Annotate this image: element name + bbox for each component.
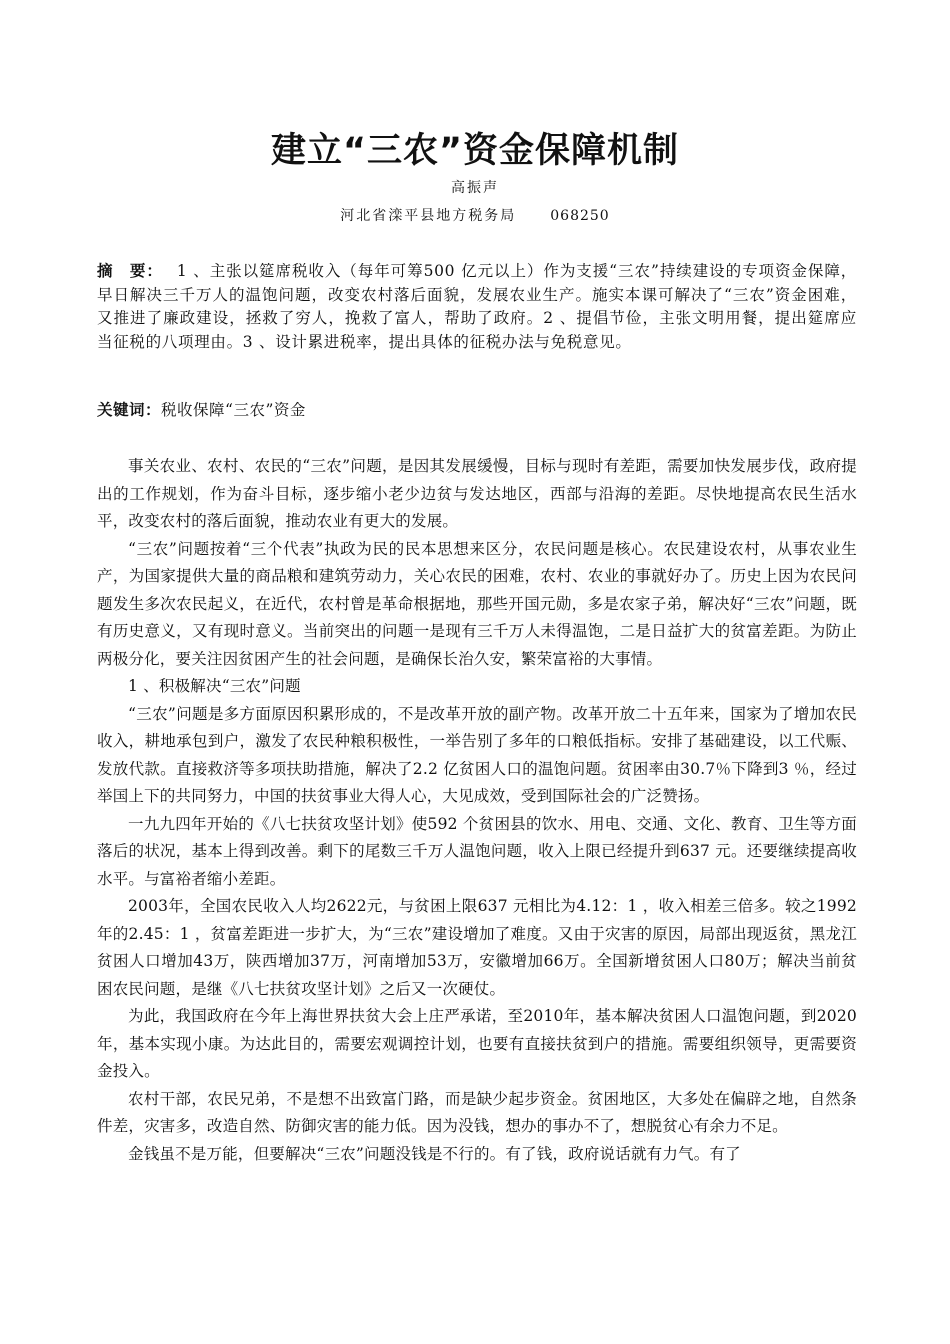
body-paragraph-3: “三农”问题是多方面原因积累形成的，不是改革开放的副产物。改革开放二十五年来，国家为了增加农民收入，耕地承包到户，激发了农民种粮积极性，一举告别了多年的口粮低指标。安排了基础建设，以工代赈、发放代款。直接救济等多项扶助措施，解决了2.2 亿贫困人口的温饱问题。贫困率由30.7％下降到3 ％，经过举国上下的共同努力，中国的扶贫事业大得人心，大见成效，受到国际社会的广泛赞扬。 bbox=[97, 704, 857, 805]
abstract-text: 1 、主张以筵席税收入（每年可筹500 亿元以上）作为支援“三农”持续建设的专项资金保障，早日解决三千万人的温饱问题，改变农村落后面貌，发展农业生产。施实本课可解决了“三农”资金困难，又推进了廉政建设，拯救了穷人，挽救了富人，帮助了政府。2 、提倡节俭，主张文明用餐，提出筵席应当征税的八项理由。3 、设计累进税率，提出具体的征税办法与免税意见。 bbox=[97, 262, 857, 351]
article-body bbox=[97, 453, 857, 1168]
body-paragraph-4: 一九九四年开始的《八七扶贫攻坚计划》使592 个贫困县的饮水、用电、交通、文化、教育、卫生等方面落后的状况，基本上得到改善。剩下的尾数三千万人温饱问题，收入上限已经提升到637 元。还要继续提高收水平。与富裕者缩小差距。 bbox=[97, 814, 857, 888]
abstract bbox=[97, 260, 857, 354]
keywords bbox=[97, 399, 857, 423]
keywords-text: 税收保障“三农”资金 bbox=[161, 401, 306, 419]
affiliation-zipcode: 068250 bbox=[550, 208, 610, 224]
body-paragraph-8: 金钱虽不是万能，但要解决“三农”问题没钱是不行的。有了钱，政府说话就有力气。有了 bbox=[128, 1144, 741, 1163]
body-paragraph-1: 事关农业、农村、农民的“三农”问题，是因其发展缓慢，目标与现时有差距，需要加快发展步伐，政府提出的工作规划，作为奋斗目标，逐步缩小老少边贫与发达地区，西部与沿海的差距。尽快地提高农民生活水平，改变农村的落后面貌，推动农业有更大的发展。 bbox=[97, 457, 857, 530]
abstract-label: 摘 要： bbox=[97, 262, 163, 280]
author-affiliation bbox=[0, 206, 950, 226]
page-title: 建立“三农”资金保障机制 bbox=[270, 131, 679, 171]
section-heading-1: 1 、积极解决“三农”问题 bbox=[128, 677, 301, 695]
body-paragraph-2: “三农”问题按着“三个代表”执政为民的民本思想来区分，农民问题是核心。农民建设农村，从事农业生产，为国家提供大量的商品粮和建筑劳动力，关心农民的困难，农村、农业的事就好办了。历史上因为农民问题发生多次农民起义，在近代，农村曾是革命根据地，那些开国元勋，多是农家子弟，解决好“三农”问题，既有历史意义，又有现时意义。当前突出的问题一是现有三千万人未得温饱，二是日益扩大的贫富差距。为防止两极分化，要关注因贫困产生的社会问题，是确保长治久安，繁荣富裕的大事情。 bbox=[97, 539, 857, 668]
body-paragraph-7: 农村干部，农民兄弟，不是想不出致富门路，而是缺少起步资金。贫困地区，大多处在偏辟之地，自然条件差，灾害多，改造自然、防御灾害的能力低。因为没钱，想办的事办不了，想脱贫心有余力不足。 bbox=[97, 1089, 857, 1135]
author-name: 高振声 bbox=[451, 180, 499, 196]
body-paragraph-6: 为此，我国政府在今年上海世界扶贫大会上庄严承诺，至2010年，基本解决贫困人口温饱问题，到2020年，基本实现小康。为达此目的，需要宏观调控计划，也要有直接扶贫到户的措施。需要组织领导，更需要资金投入。 bbox=[97, 1007, 857, 1080]
keywords-label: 关键词： bbox=[97, 401, 162, 419]
affiliation-name: 河北省滦平县地方税务局 bbox=[340, 208, 517, 224]
body-paragraph-5: 2003年，全国农民收入人均2622元，与贫困上限637 元相比为4.12：1 ，收入相差三倍多。较之1992年的2.45：1 ，贫富差距进一步扩大，为“三农”建设增加了难度。又由于灾害的原因，局部出现返贫，黑龙江贫困人口增加43万，陕西增加37万，河南增加53万，安徽增加66万。全国新增贫困人口80万；解决当前贫困农民问题，是继《八七扶贫攻坚计划》之后又一次硬仗。 bbox=[97, 897, 857, 998]
